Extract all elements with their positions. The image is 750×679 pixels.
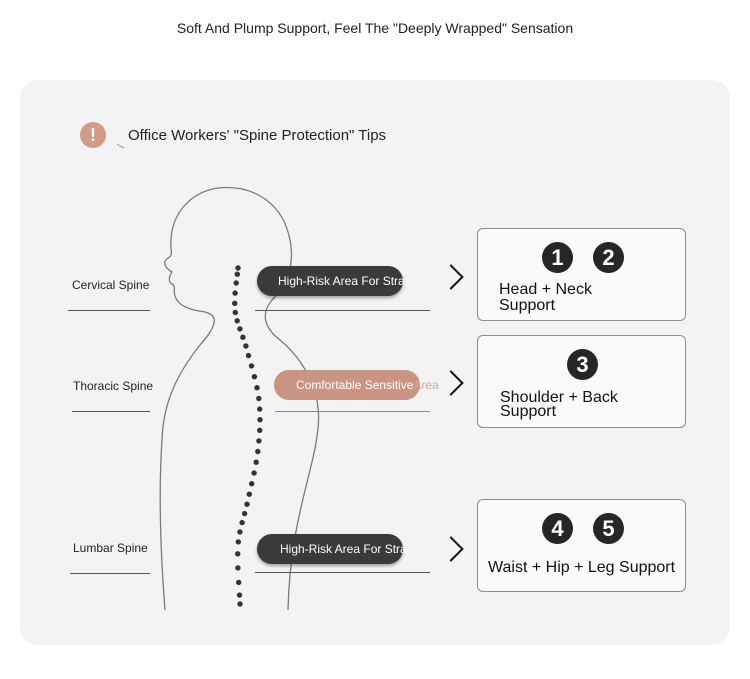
number-badge-4: 4 bbox=[542, 513, 573, 544]
number-badge-1: 1 bbox=[542, 242, 573, 273]
thoracic-leader-line bbox=[72, 411, 150, 412]
spine-vertebra-dot bbox=[234, 280, 239, 285]
spine-vertebra-dot bbox=[254, 385, 259, 390]
spine-vertebra-dot bbox=[256, 396, 261, 401]
spine-vertebra-dot bbox=[236, 580, 241, 585]
number-badge-3: 3 bbox=[567, 349, 598, 380]
head-neck-support-card bbox=[477, 228, 686, 321]
cervical-right-line bbox=[255, 310, 430, 311]
number-badge-5: 5 bbox=[593, 513, 624, 544]
spine-vertebra-dot bbox=[236, 539, 241, 544]
spine-vertebra-dot bbox=[235, 551, 240, 556]
spine-vertebra-dot bbox=[235, 265, 240, 270]
spine-vertebra-dot bbox=[237, 529, 242, 534]
spine-vertebra-dot bbox=[249, 481, 254, 486]
spine-vertebra-dot bbox=[237, 326, 242, 331]
lumbar-risk-area-text: High-Risk Area For Stra bbox=[280, 542, 407, 556]
cervical-risk-area-pill bbox=[257, 266, 403, 296]
waist-hip-leg-support-card bbox=[477, 499, 686, 592]
spine-vertebra-dot bbox=[247, 492, 252, 497]
card-line-1: Waist + Hip + Leg Support bbox=[488, 559, 676, 576]
card-line-1: Head + Neck bbox=[499, 281, 592, 298]
spine-vertebra-dot bbox=[251, 470, 256, 475]
card-line-2: Support bbox=[499, 297, 556, 314]
spine-vertebra-dot bbox=[254, 460, 259, 465]
card-line-1: Shoulder + Back bbox=[500, 389, 618, 406]
thoracic-right-line bbox=[275, 411, 430, 412]
exclamation-icon: ! bbox=[80, 122, 106, 148]
spine-vertebra-dot bbox=[246, 353, 251, 358]
page-headline: Soft And Plump Support, Feel The "Deeply Wrapped" Sensation bbox=[176, 20, 574, 36]
spine-vertebra-dot bbox=[235, 272, 240, 277]
spine-vertebra-dot bbox=[233, 310, 238, 315]
number-badge-2: 2 bbox=[593, 242, 624, 273]
spine-vertebra-dot bbox=[252, 374, 257, 379]
spine-vertebra-dot bbox=[256, 438, 261, 443]
thoracic-spine-label: Thoracic Spine bbox=[73, 379, 154, 393]
spine-vertebra-dot bbox=[237, 601, 242, 606]
spine-vertebra-dot bbox=[244, 502, 249, 507]
spine-vertebra-dot bbox=[240, 335, 245, 340]
spine-vertebra-dot bbox=[243, 343, 248, 348]
spine-vertebra-dot bbox=[257, 417, 262, 422]
spine-vertebra-dot bbox=[232, 290, 237, 295]
lumbar-risk-area-pill bbox=[257, 534, 407, 564]
thoracic-comfort-area-pill bbox=[274, 370, 439, 400]
cervical-spine-label: Cervical Spine bbox=[72, 278, 150, 292]
spine-vertebra-dot bbox=[237, 592, 242, 597]
spine-vertebra-dot bbox=[242, 511, 247, 516]
shoulder-back-support-card bbox=[477, 335, 686, 428]
thoracic-comfort-area-text-cut: Area bbox=[413, 378, 439, 392]
spine-vertebra-dot bbox=[249, 363, 254, 368]
spine-vertebra-dot bbox=[232, 301, 237, 306]
spine-vertebra-dot bbox=[235, 565, 240, 570]
spine-vertebra-dot bbox=[255, 449, 260, 454]
lumbar-right-line bbox=[255, 572, 430, 573]
spine-vertebra-dot bbox=[235, 318, 240, 323]
spine-vertebra-dot bbox=[239, 520, 244, 525]
tips-title: Office Workers' "Spine Protection" Tips bbox=[128, 126, 387, 144]
thoracic-comfort-area-text: Comfortable Sensitive bbox=[296, 378, 414, 392]
cervical-leader-line bbox=[68, 310, 150, 311]
spine-vertebra-dot bbox=[257, 406, 262, 411]
lumbar-spine-label: Lumbar Spine bbox=[73, 541, 148, 555]
lumbar-leader-line bbox=[70, 573, 150, 574]
cervical-risk-area-text: High-Risk Area For Stra bbox=[278, 274, 405, 288]
card-line-2: Support bbox=[500, 403, 557, 420]
spine-vertebra-dot bbox=[257, 428, 262, 433]
